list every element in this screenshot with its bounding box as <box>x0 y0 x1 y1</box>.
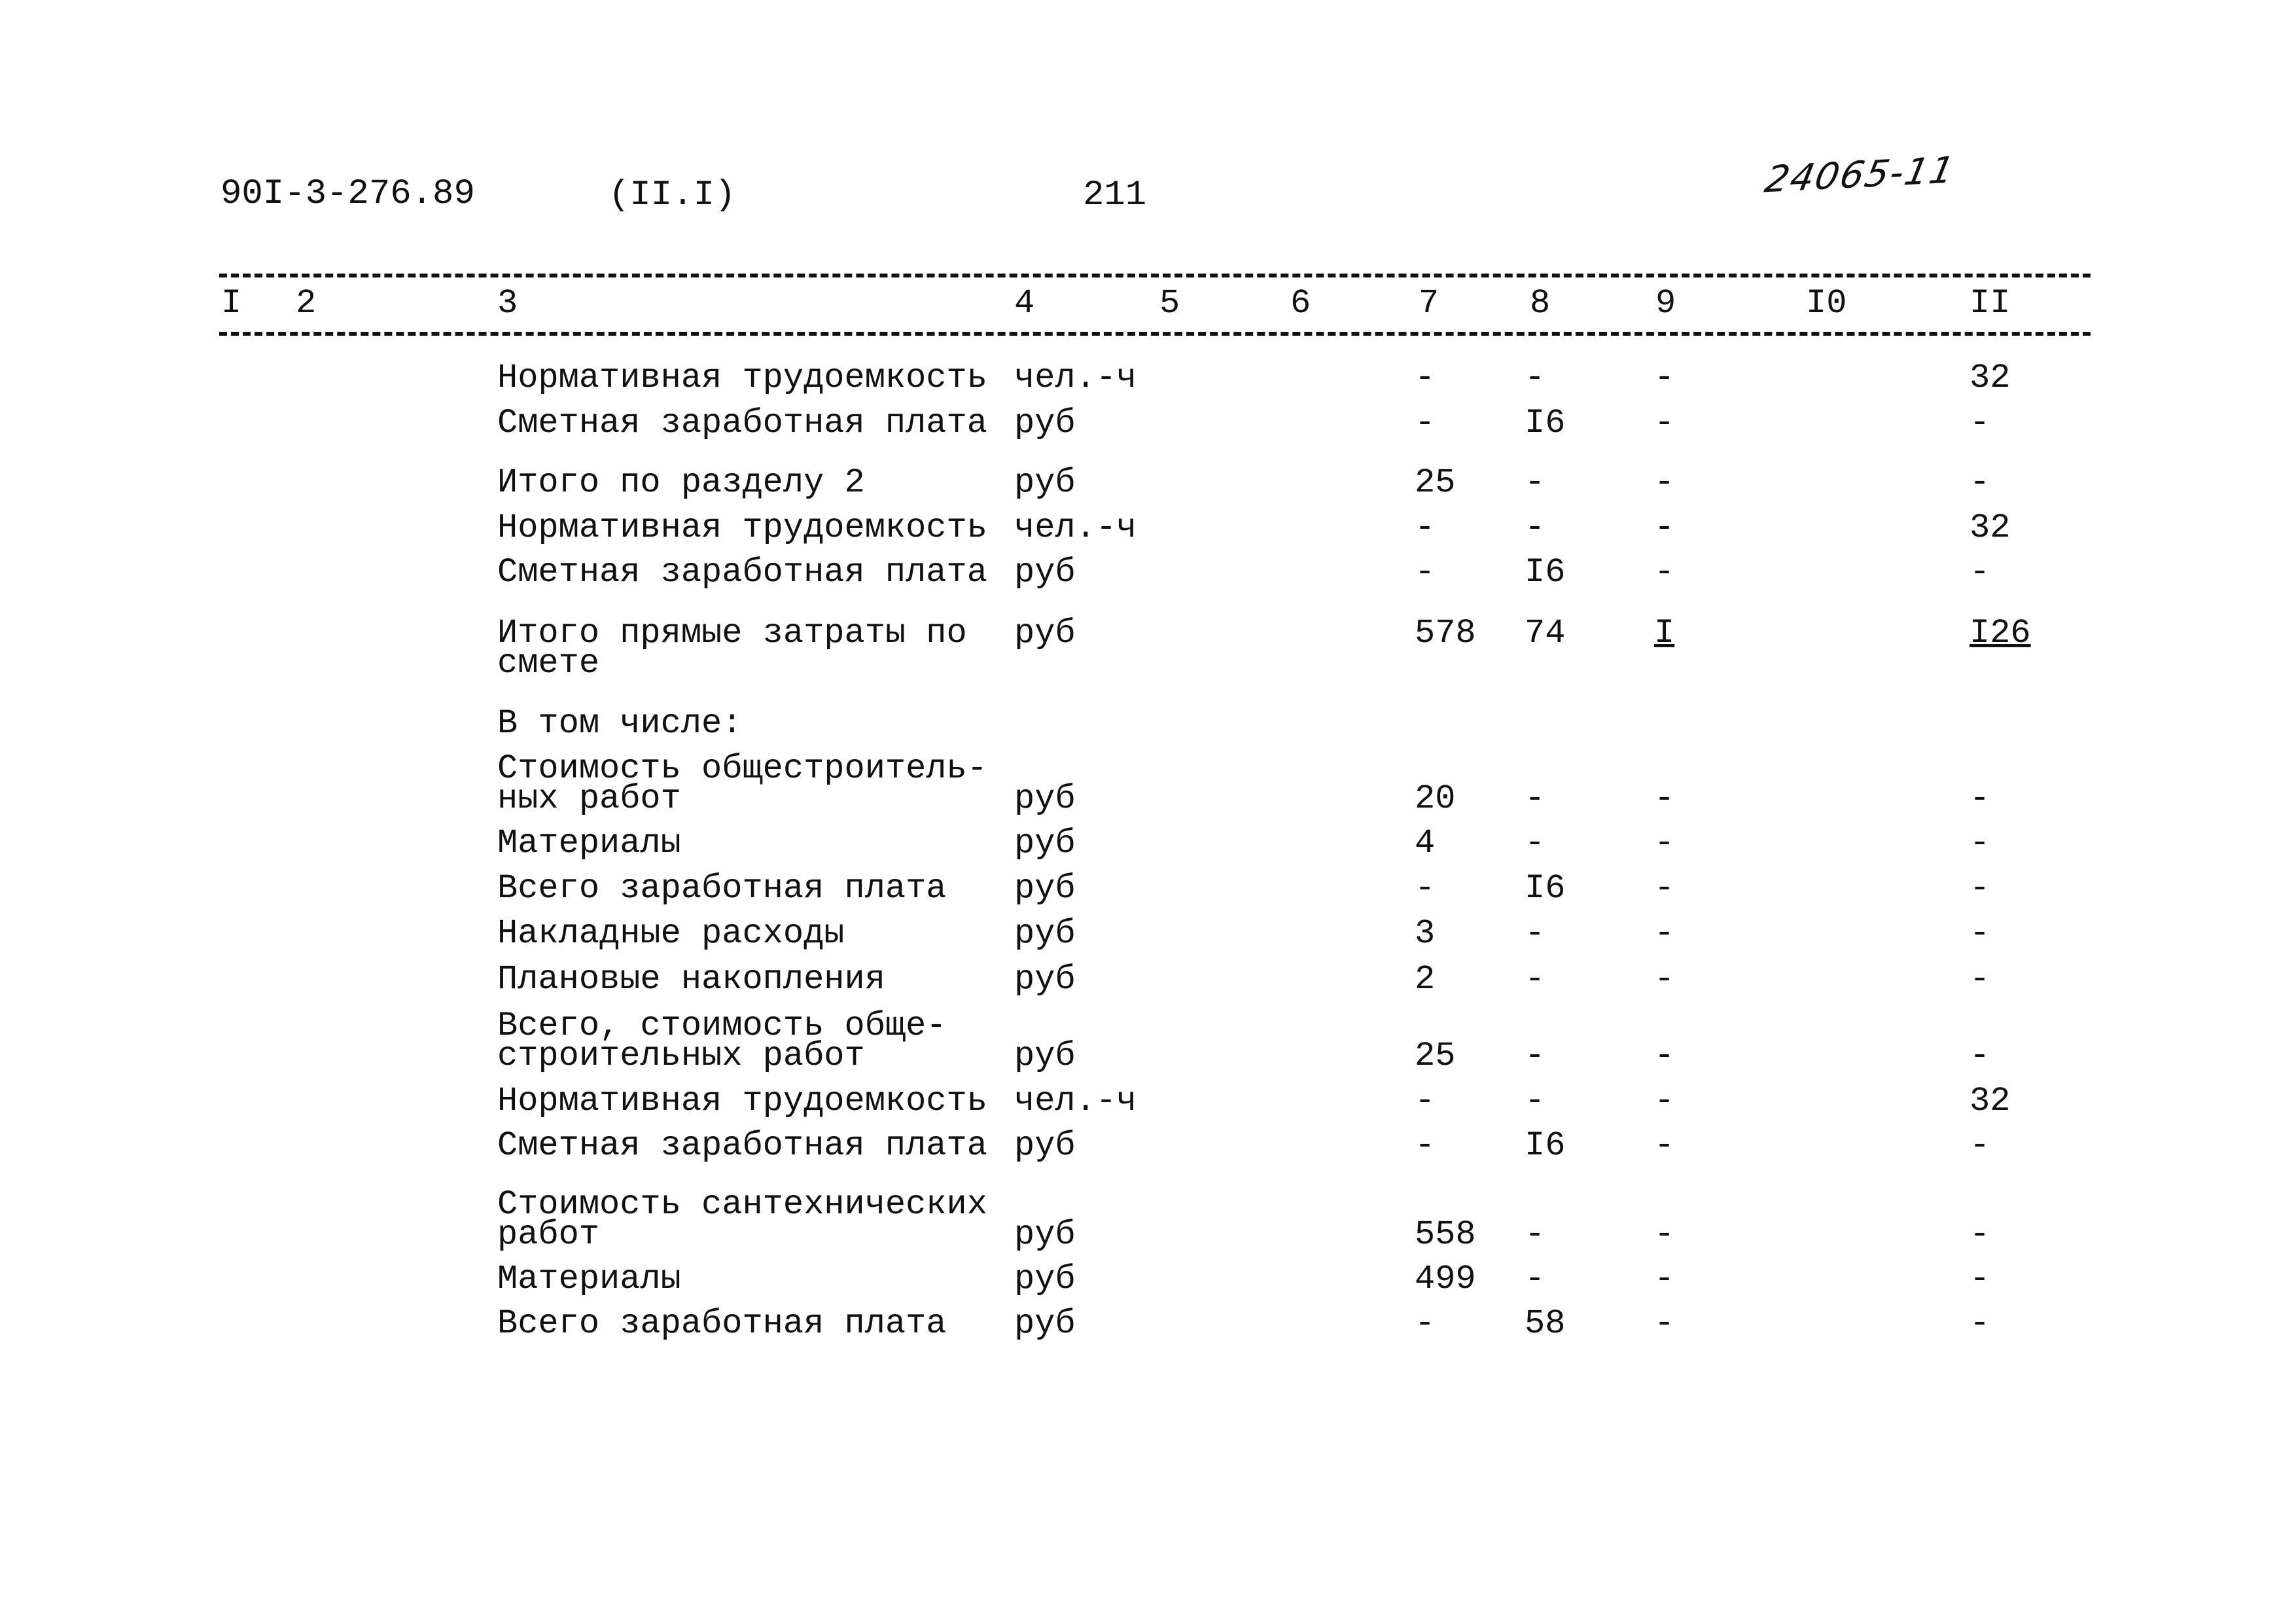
value-col-9: - <box>1654 779 1675 818</box>
column-number-4: 4 <box>1014 284 1035 323</box>
item-unit: руб <box>1014 1126 1076 1165</box>
value-col-7: - <box>1415 553 1436 592</box>
item-name: Плановые накопления <box>497 960 885 999</box>
value-col-8: - <box>1525 914 1545 953</box>
value-col-7: 558 <box>1415 1215 1476 1254</box>
item-name: Всего заработная плата <box>497 869 947 908</box>
value-col-8: - <box>1525 1082 1545 1120</box>
item-unit: руб <box>1014 960 1076 999</box>
column-number-1: I <box>221 284 242 323</box>
value-col-11: 32 <box>1969 359 2011 397</box>
item-unit: руб <box>1014 463 1076 502</box>
value-col-8: - <box>1525 508 1545 547</box>
item-unit: руб <box>1014 404 1076 442</box>
column-number-3: 3 <box>497 284 518 323</box>
value-col-11: - <box>1969 404 1990 442</box>
item-unit: руб <box>1014 1215 1076 1254</box>
value-col-7: - <box>1415 1082 1436 1120</box>
item-unit: руб <box>1014 914 1076 953</box>
value-col-9: - <box>1654 463 1675 502</box>
value-col-11: - <box>1969 1037 1990 1075</box>
item-name: Стоимость общестроитель- ных работ <box>497 749 987 818</box>
value-col-11: - <box>1969 553 1990 592</box>
value-col-7: - <box>1415 1304 1436 1343</box>
section-number: (II.I) <box>609 175 736 215</box>
value-col-9: - <box>1654 404 1675 442</box>
value-col-8: - <box>1525 359 1545 397</box>
value-col-11: - <box>1969 1215 1990 1254</box>
value-col-8: - <box>1525 1037 1545 1075</box>
inventory-number: 24065-11 <box>1761 149 1959 202</box>
value-col-7: 3 <box>1415 914 1436 953</box>
value-col-9: - <box>1654 553 1675 592</box>
item-unit: чел.-ч <box>1014 1082 1137 1120</box>
value-col-9: - <box>1654 508 1675 547</box>
value-col-11: - <box>1969 914 1990 953</box>
item-name: Итого по разделу 2 <box>497 463 865 502</box>
value-col-11: - <box>1969 779 1990 818</box>
column-number-8: 8 <box>1530 284 1551 323</box>
item-name: Нормативная трудоемкость <box>497 1082 987 1120</box>
item-name: Материалы <box>497 1260 681 1298</box>
value-col-8: - <box>1525 960 1545 999</box>
value-col-7: - <box>1415 508 1436 547</box>
value-col-11: 32 <box>1969 508 2011 547</box>
column-number-5: 5 <box>1159 284 1180 323</box>
item-name: Сметная заработная плата <box>497 1126 987 1165</box>
item-name: Всего заработная плата <box>497 1304 947 1343</box>
item-unit: руб <box>1014 1260 1076 1298</box>
value-col-9: - <box>1654 914 1675 953</box>
value-col-9: - <box>1654 1126 1675 1165</box>
item-name: Сметная заработная плата <box>497 404 987 442</box>
value-col-11: - <box>1969 869 1990 908</box>
item-unit: руб <box>1014 869 1076 908</box>
value-col-9: I <box>1654 614 1675 652</box>
value-col-8: I6 <box>1525 553 1566 592</box>
value-col-7: - <box>1415 1126 1436 1165</box>
page-number: 211 <box>1083 175 1147 215</box>
item-unit: руб <box>1014 779 1076 818</box>
value-col-7: - <box>1415 869 1436 908</box>
column-number-10: I0 <box>1806 284 1847 323</box>
value-col-9: - <box>1654 1082 1675 1120</box>
item-name: Всего, стоимость обще- строительных работ <box>497 1007 947 1075</box>
table-top-rule <box>219 274 2091 277</box>
value-col-11: - <box>1969 960 1990 999</box>
value-col-7: 499 <box>1415 1260 1476 1298</box>
table-header-rule <box>219 332 2091 336</box>
column-number-7: 7 <box>1419 284 1439 323</box>
value-col-8: I6 <box>1525 404 1566 442</box>
value-col-9: - <box>1654 1037 1675 1075</box>
value-col-7: 578 <box>1415 614 1476 652</box>
value-col-11: - <box>1969 824 1990 863</box>
value-col-7: - <box>1415 359 1436 397</box>
item-name: Нормативная трудоемкость <box>497 508 987 547</box>
item-name: Сметная заработная плата <box>497 553 987 592</box>
value-col-11: I26 <box>1969 614 2031 652</box>
value-col-11: 32 <box>1969 1082 2011 1120</box>
item-name: Нормативная трудоемкость <box>497 359 987 397</box>
value-col-8: - <box>1525 1260 1545 1298</box>
value-col-8: - <box>1525 824 1545 863</box>
value-col-8: 58 <box>1525 1304 1566 1343</box>
value-col-11: - <box>1969 1260 1990 1298</box>
value-col-9: - <box>1654 824 1675 863</box>
value-col-9: - <box>1654 359 1675 397</box>
item-name: Накладные расходы <box>497 914 845 953</box>
item-unit: чел.-ч <box>1014 359 1137 397</box>
value-col-9: - <box>1654 1304 1675 1343</box>
value-col-7: 25 <box>1415 1037 1456 1075</box>
value-col-8: I6 <box>1525 869 1566 908</box>
item-unit: руб <box>1014 553 1076 592</box>
item-unit: руб <box>1014 824 1076 863</box>
value-col-7: 25 <box>1415 463 1456 502</box>
value-col-8: - <box>1525 779 1545 818</box>
value-col-11: - <box>1969 1304 1990 1343</box>
value-col-9: - <box>1654 960 1675 999</box>
value-col-7: - <box>1415 404 1436 442</box>
item-unit: чел.-ч <box>1014 508 1137 547</box>
value-col-7: 20 <box>1415 779 1456 818</box>
value-col-7: 4 <box>1415 824 1436 863</box>
column-number-9: 9 <box>1655 284 1676 323</box>
value-col-9: - <box>1654 1260 1675 1298</box>
value-col-9: - <box>1654 1215 1675 1254</box>
item-unit: руб <box>1014 1037 1076 1075</box>
column-number-2: 2 <box>296 284 317 323</box>
item-name: Стоимость сантехнических работ <box>497 1185 987 1254</box>
value-col-11: - <box>1969 1126 1990 1165</box>
item-unit: руб <box>1014 1304 1076 1343</box>
section-subheading: В том числе: <box>497 704 743 743</box>
item-unit: руб <box>1014 614 1076 652</box>
column-number-11: II <box>1969 284 2011 323</box>
value-col-8: - <box>1525 463 1545 502</box>
value-col-8: - <box>1525 1215 1545 1254</box>
value-col-7: 2 <box>1415 960 1436 999</box>
document-code: 90I-3-276.89 <box>221 174 475 214</box>
value-col-8: I6 <box>1525 1126 1566 1165</box>
value-col-8: 74 <box>1525 614 1566 652</box>
value-col-11: - <box>1969 463 1990 502</box>
item-name: Материалы <box>497 824 681 863</box>
item-name: Итого прямые затраты по смете <box>497 614 967 683</box>
column-number-6: 6 <box>1290 284 1311 323</box>
value-col-9: - <box>1654 869 1675 908</box>
